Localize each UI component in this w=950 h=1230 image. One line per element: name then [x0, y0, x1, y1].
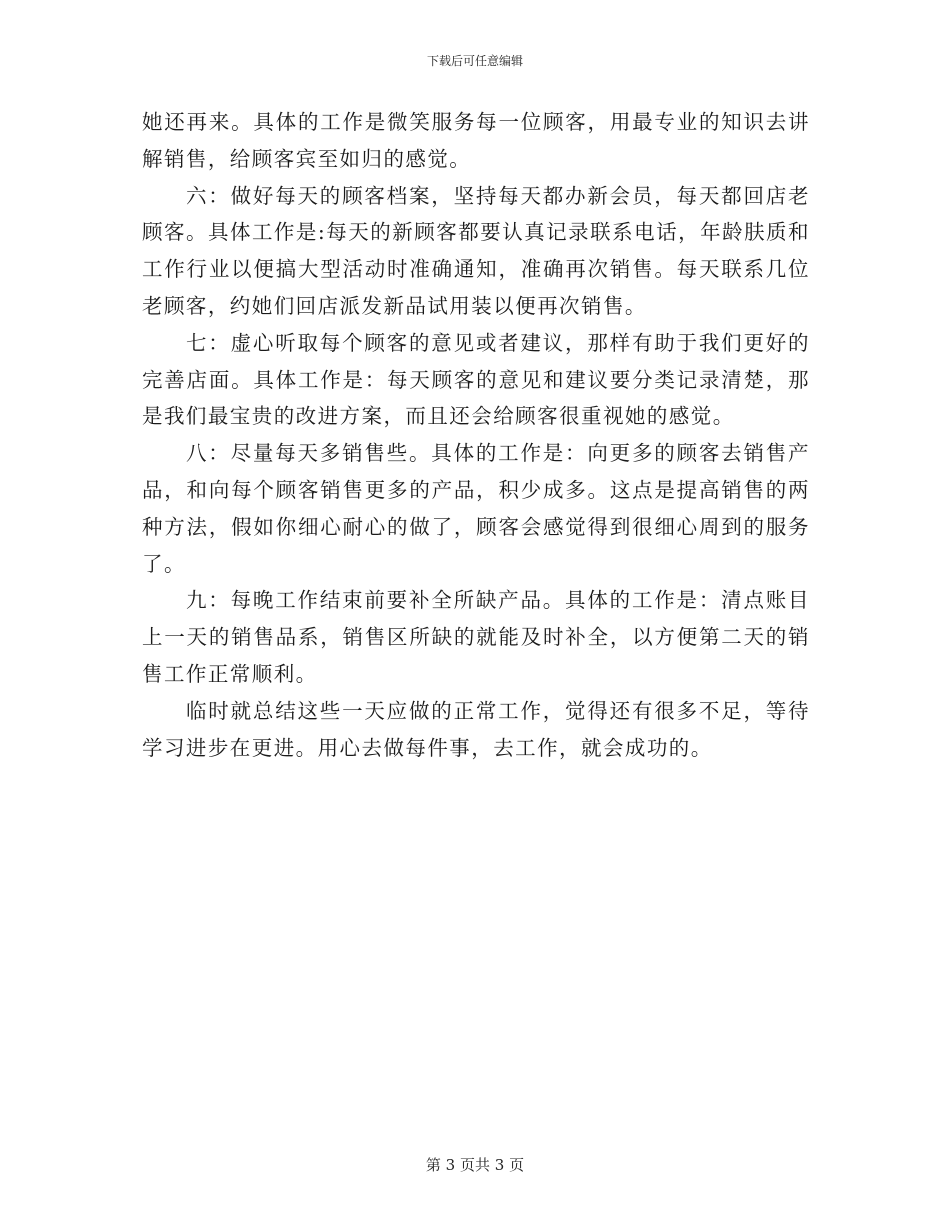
paragraph-item-seven: 七：虚心听取每个顾客的意见或者建议，那样有助于我们更好的完善店面。具体工作是：每天顾客的意见和建议要分类记录清楚，那是我们最宝贵的改进方案，而且还会给顾客很重视她的感觉。 [142, 330, 810, 429]
document-body [142, 104, 810, 766]
paragraph-item-nine: 九：每晚工作结束前要补全所缺产品。具体的工作是：清点账目上一天的销售品系，销售区所缺的就能及时补全，以方便第二天的销售工作正常顺利。 [142, 588, 810, 686]
paragraph-item-eight: 八：尽量每天多销售些。具体的工作是：向更多的顾客去销售产品，和向每个顾客销售更多的产品，积少成多。这点是提高销售的两种方法，假如你细心耐心的做了，顾客会感觉得到很细心周到的服务了。 [142, 441, 810, 576]
paragraph-conclusion: 临时就总结这些一天应做的正常工作，觉得还有很多不足，等待学习进步在更进。用心去做每件事，去工作，就会成功的。 [142, 698, 810, 760]
paragraph-item-six: 六：做好每天的顾客档案，坚持每天都办新会员，每天都回店老顾客。具体工作是:每天的新顾客都要认真记录联系电话，年龄肤质和工作行业以便搞大型活动时准确通知，准确再次销售。每天联系几位老顾客，约她们回店派发新品试用装以便再次销售。 [142, 183, 810, 318]
page-header-note: 下载后可任意编辑 [426, 54, 523, 68]
paragraph-continuation: 她还再来。具体的工作是微笑服务每一位顾客，用最专业的知识去讲解销售，给顾客宾至如归的感觉。 [142, 110, 810, 171]
page-number: 第 3 页共 3 页 [425, 1156, 525, 1174]
